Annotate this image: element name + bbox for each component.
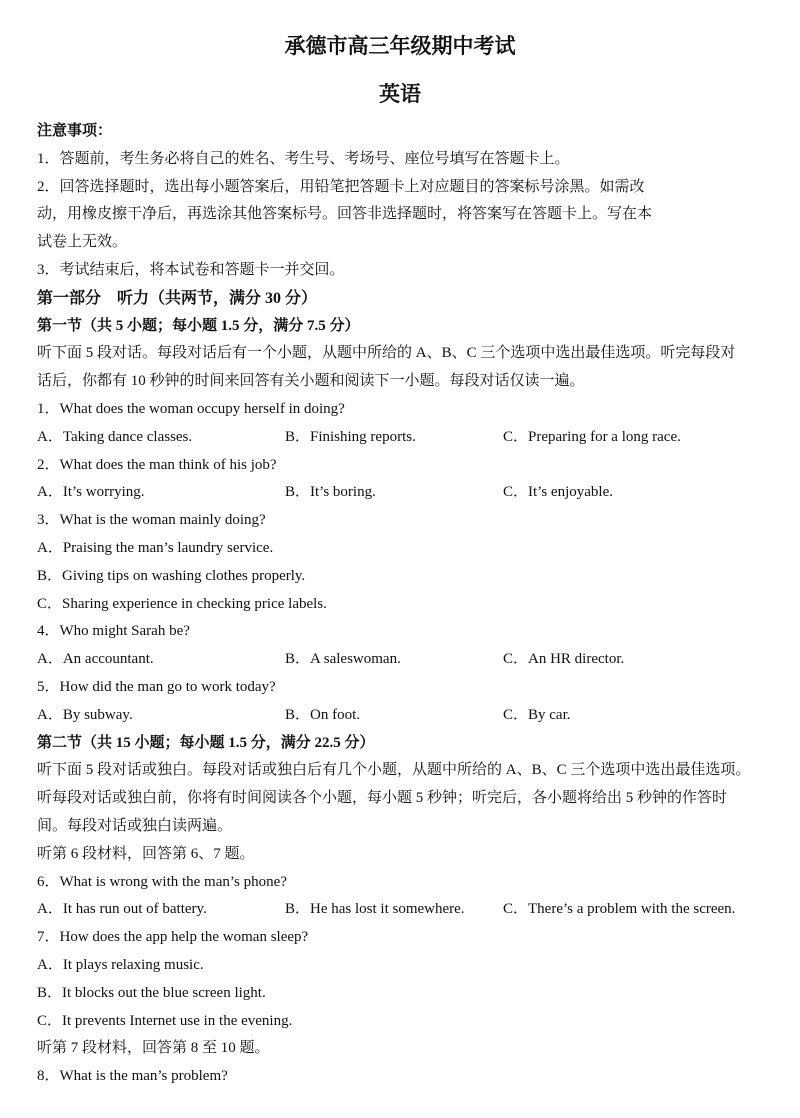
- question-1-options: [37, 424, 767, 452]
- question-6-options: [37, 896, 767, 924]
- notice-line: 试卷上无效。: [37, 234, 128, 251]
- question-8: 8．What is the man’s problem?: [37, 1068, 228, 1085]
- question-5-options: [37, 702, 767, 730]
- option-b: B．A saleswoman.: [285, 651, 401, 668]
- part1-title: 第一部分 听力（共两节，满分 30 分）: [37, 289, 318, 307]
- question-6: 6．What is wrong with the man’s phone?: [37, 873, 287, 890]
- question-1: 1．What does the woman occupy herself in doing?: [37, 400, 345, 417]
- section2-instructions: 听每段对话或独白前，你将有时间阅读各个小题，每小题 5 秒钟；听完后，各小题将给出 5 秒钟的作答时: [37, 790, 728, 807]
- question-3: 3．What is the woman mainly doing?: [37, 512, 266, 529]
- material-7-note: 听第 7 段材料，回答第 8 至 10 题。: [37, 1040, 270, 1057]
- section1-title: 第一节（共 5 小题；每小题 1.5 分，满分 7.5 分）: [37, 317, 360, 334]
- notice-line: 3．考试结束后，将本试卷和答题卡一并交回。: [37, 261, 345, 278]
- question-7: 7．How does the app help the woman sleep?: [37, 929, 309, 946]
- option-a: A．By subway.: [37, 706, 133, 723]
- question-2-options: [37, 479, 767, 507]
- material-6-note: 听第 6 段材料，回答第 6、7 题。: [37, 845, 255, 862]
- option-a: A．It’s worrying.: [37, 484, 145, 501]
- option-c: C．By car.: [503, 706, 571, 723]
- notice-line: 2．回答选择题时，选出每小题答案后，用铅笔把答题卡上对应题目的答案标号涂黑。如需改: [37, 178, 645, 195]
- notice-heading: 注意事项：: [37, 123, 113, 139]
- option-c: C．It’s enjoyable.: [503, 484, 613, 501]
- exam-title: 承德市高三年级期中考试: [284, 34, 516, 58]
- section2-title: 第二节（共 15 小题；每小题 1.5 分，满分 22.5 分）: [37, 734, 375, 751]
- option-a: A．Praising the man’s laundry service.: [37, 539, 274, 556]
- option-a: A．It plays relaxing music.: [37, 956, 204, 973]
- section2-instructions: 间。每段对话或独白读两遍。: [37, 817, 233, 834]
- notice-line: 1．答题前，考生务必将自己的姓名、考生号、考场号、座位号填写在答题卡上。: [37, 150, 570, 167]
- option-c: C．It prevents Internet use in the evening.: [37, 1012, 293, 1029]
- option-a: A．An accountant.: [37, 651, 154, 668]
- option-c: C．Preparing for a long race.: [503, 428, 681, 445]
- exam-body: [37, 118, 767, 1091]
- option-c: C．An HR director.: [503, 651, 625, 668]
- subject-title: 英语: [379, 82, 421, 106]
- notice-line: 动，用橡皮擦干净后，再选涂其他答案标号。回答非选择题时，将答案写在答题卡上。写在本: [37, 206, 653, 223]
- question-4: 4．Who might Sarah be?: [37, 623, 190, 640]
- option-a: A．It has run out of battery.: [37, 901, 207, 918]
- option-b: B．Giving tips on washing clothes properly.: [37, 567, 306, 584]
- question-2: 2．What does the man think of his job?: [37, 456, 277, 473]
- question-4-options: [37, 646, 767, 674]
- option-b: B．Finishing reports.: [285, 428, 416, 445]
- question-5: 5．How did the man go to work today?: [37, 678, 276, 695]
- option-c: C．There’s a problem with the screen.: [503, 901, 736, 918]
- option-b: B．He has lost it somewhere.: [285, 901, 465, 918]
- option-b: B．On foot.: [285, 706, 361, 723]
- section2-instructions: 听下面 5 段对话或独白。每段对话或独白后有几个小题，从题中所给的 A、B、C 三个选项中选出最佳选项。: [37, 762, 751, 779]
- section1-instructions: 听下面 5 段对话。每段对话后有一个小题，从题中所给的 A、B、C 三个选项中选出最佳选项。听完每段对: [37, 345, 736, 362]
- option-c: C．Sharing experience in checking price labels.: [37, 595, 327, 612]
- option-b: B．It blocks out the blue screen light.: [37, 984, 266, 1001]
- option-b: B．It’s boring.: [285, 484, 376, 501]
- option-a: A．Taking dance classes.: [37, 428, 193, 445]
- section1-instructions: 话后，你都有 10 秒钟的时间来回答有关小题和阅读下一小题。每段对话仅读一遍。: [37, 373, 585, 390]
